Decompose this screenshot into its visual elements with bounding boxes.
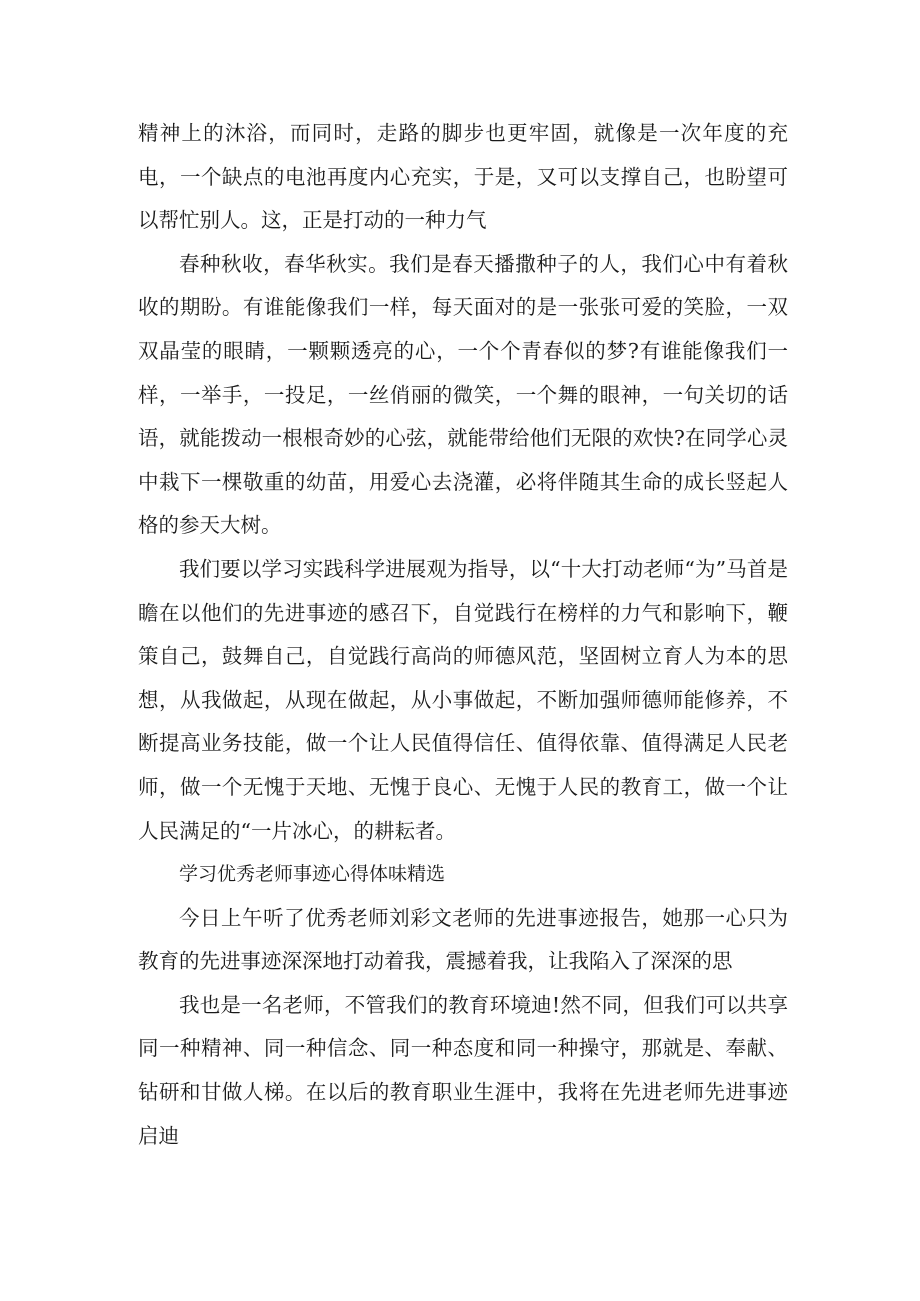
paragraph-continuation: 精神上的沐浴，而同时，走路的脚步也更牢固，就像是一次年度的充电，一个缺点的电池再度内心充实，于是，又可以支撑自己，也盼望可以帮忙别人。这，正是打动的一种力气 bbox=[138, 121, 788, 233]
document-body bbox=[138, 112, 788, 1158]
paragraph-teacher-spirit: 我也是一名老师，不管我们的教育环境迪!然不同，但我们可以共享同一种精神、同一种信念、同一种态度和同一种操守，那就是、奉献、钻研和甘做人梯。在以后的教育职业生涯中，我将在先进老师先进事迹启迪 bbox=[138, 992, 788, 1148]
paragraph-scientific-development: 我们要以学习实践科学进展观为指导，以“十大打动老师“为”马首是瞻在以他们的先进事迹的感召下，自觉践行在榜样的力气和影响下，鞭策自己，鼓舞自己，自觉践行高尚的师德风范，坚固树立育人为本的思想，从我做起，从现在做起，从小事做起，不断加强师德师能修养，不断提高业务技能，做一个让人民值得信任、值得依靠、值得满足人民老师，做一个无愧于天地、无愧于良心、无愧于人民的教育工，做一个让人民满足的“一片冰心，的耕耘者。 bbox=[138, 556, 788, 843]
section-heading: 学习优秀老师事迹心得体味精选 bbox=[179, 863, 446, 886]
paragraph-report: 今日上午听了优秀老师刘彩文老师的先进事迹报告，她那一心只为教育的先进事迹深深地打动着我，震撼着我，让我陷入了深深的思 bbox=[138, 905, 788, 974]
paragraph-spring-harvest: 春种秋收，春华秋实。我们是春天播撒种子的人，我们心中有着秋收的期盼。有谁能像我们一样，每天面对的是一张张可爱的笑脸，一双双晶莹的眼睛，一颗颗透亮的心，一个个青春似的梦?有谁能像我们一样，一举手，一投足，一丝俏丽的微笑，一个舞的眼神，一句关切的话语，就能拨动一根根奇妙的心弦，就能带给他们无限的欢快?在同学心灵中栽下一棵敬重的幼苗，用爱心去浇灌，必将伴随其生命的成长竖起人格的参天大树。 bbox=[138, 251, 788, 538]
